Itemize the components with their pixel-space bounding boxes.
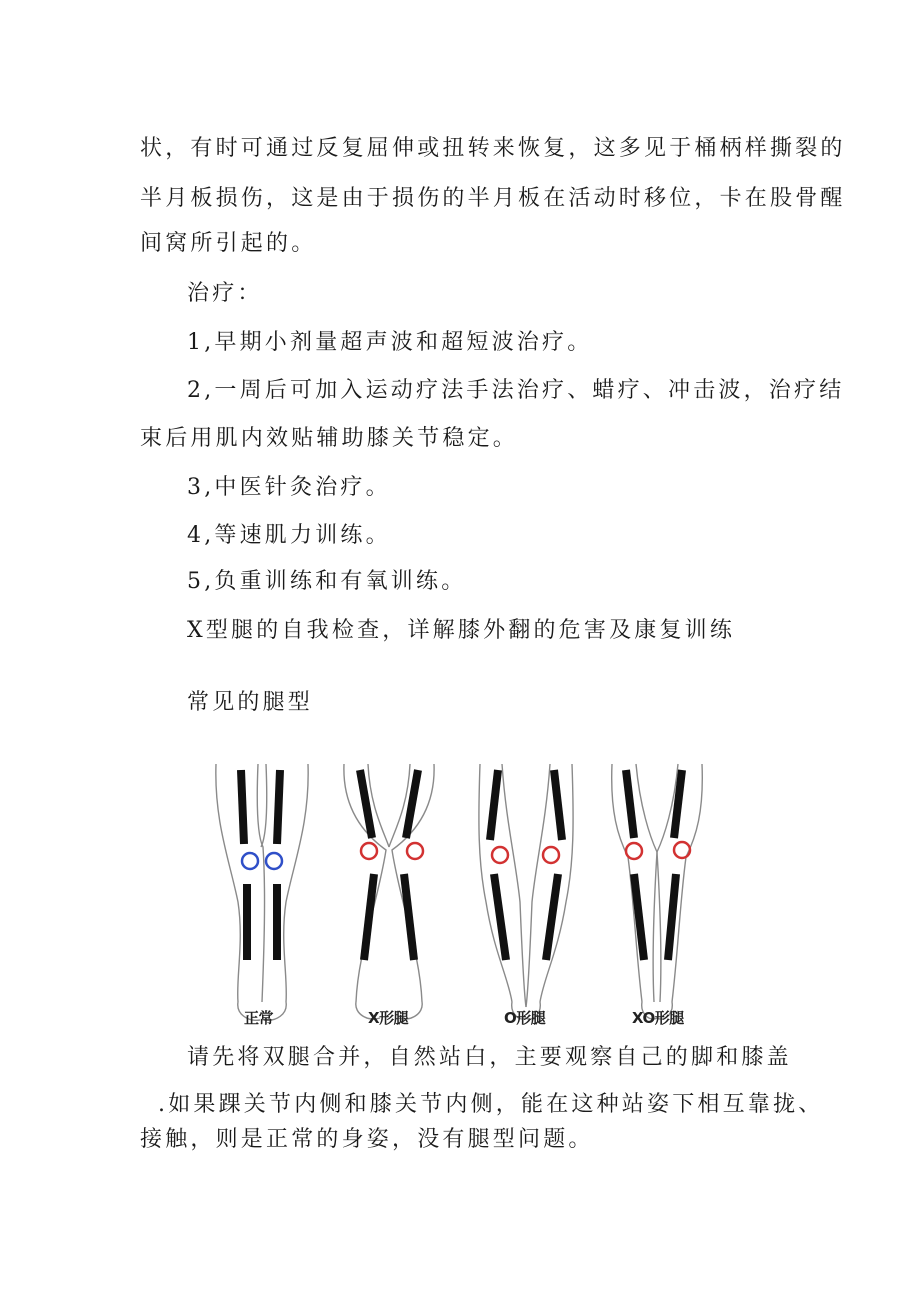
knee-marker-icon bbox=[674, 842, 690, 858]
sub-title: 常见的腿型 bbox=[187, 690, 314, 715]
knee-marker-icon bbox=[361, 843, 377, 859]
legs-normal bbox=[216, 764, 308, 1020]
caption-o-legs: O形腿 bbox=[504, 1009, 546, 1027]
treatment-item-2: 2,一周后可加入运动疗法手法治疗、蜡疗、冲击波，治疗结 bbox=[187, 378, 845, 403]
treatment-item-1: 1,早期小剂量超声波和超短波治疗。 bbox=[187, 330, 593, 355]
leg-types-figure bbox=[208, 752, 710, 1032]
section-title: X型腿的自我检查，详解膝外翻的危害及康复训练 bbox=[187, 618, 736, 643]
paragraph-line: .如果踝关节内侧和膝关节内侧，能在这种站姿下相互靠拢、 bbox=[158, 1092, 824, 1117]
paragraph-line: 请先将双腿合并，自然站白，主要观察自己的脚和膝盖 bbox=[187, 1045, 792, 1070]
caption-normal: 正常 bbox=[244, 1009, 274, 1027]
paragraph-line: 接触，则是正常的身姿，没有腿型问题。 bbox=[140, 1127, 594, 1152]
bars-normal bbox=[241, 770, 280, 960]
caption-xo-legs: XO形腿 bbox=[632, 1009, 684, 1027]
caption-x-legs: X形腿 bbox=[368, 1009, 409, 1027]
treatment-item-5: 5,负重训练和有氧训练。 bbox=[187, 569, 467, 594]
paragraph-line: 半月板损伤，这是由于损伤的半月板在活动时移位，卡在股骨醒 bbox=[140, 186, 846, 211]
bars-o bbox=[490, 770, 562, 960]
knee-marker-icon bbox=[543, 847, 559, 863]
treatment-item-2-cont: 束后用肌内效贴辅助膝关节稳定。 bbox=[140, 426, 519, 451]
bars-x bbox=[360, 770, 418, 960]
treatment-item-4: 4,等速肌力训练。 bbox=[187, 523, 391, 548]
treatment-item-3: 3,中医针灸治疗。 bbox=[187, 475, 391, 500]
paragraph-line: 状，有时可通过反复屈伸或扭转来恢复，这多见于桶柄样撕裂的 bbox=[140, 136, 846, 161]
legs-x bbox=[344, 764, 434, 1019]
knee-marker-icon bbox=[407, 843, 423, 859]
knee-marker-icon bbox=[626, 843, 642, 859]
knee-marker-icon bbox=[492, 847, 508, 863]
knee-marker-icon bbox=[266, 853, 282, 869]
legs-xo bbox=[612, 764, 703, 1019]
knee-marker-icon bbox=[242, 853, 258, 869]
treatment-heading: 治疗： bbox=[187, 281, 263, 306]
paragraph-line: 间窝所引起的。 bbox=[140, 231, 317, 256]
